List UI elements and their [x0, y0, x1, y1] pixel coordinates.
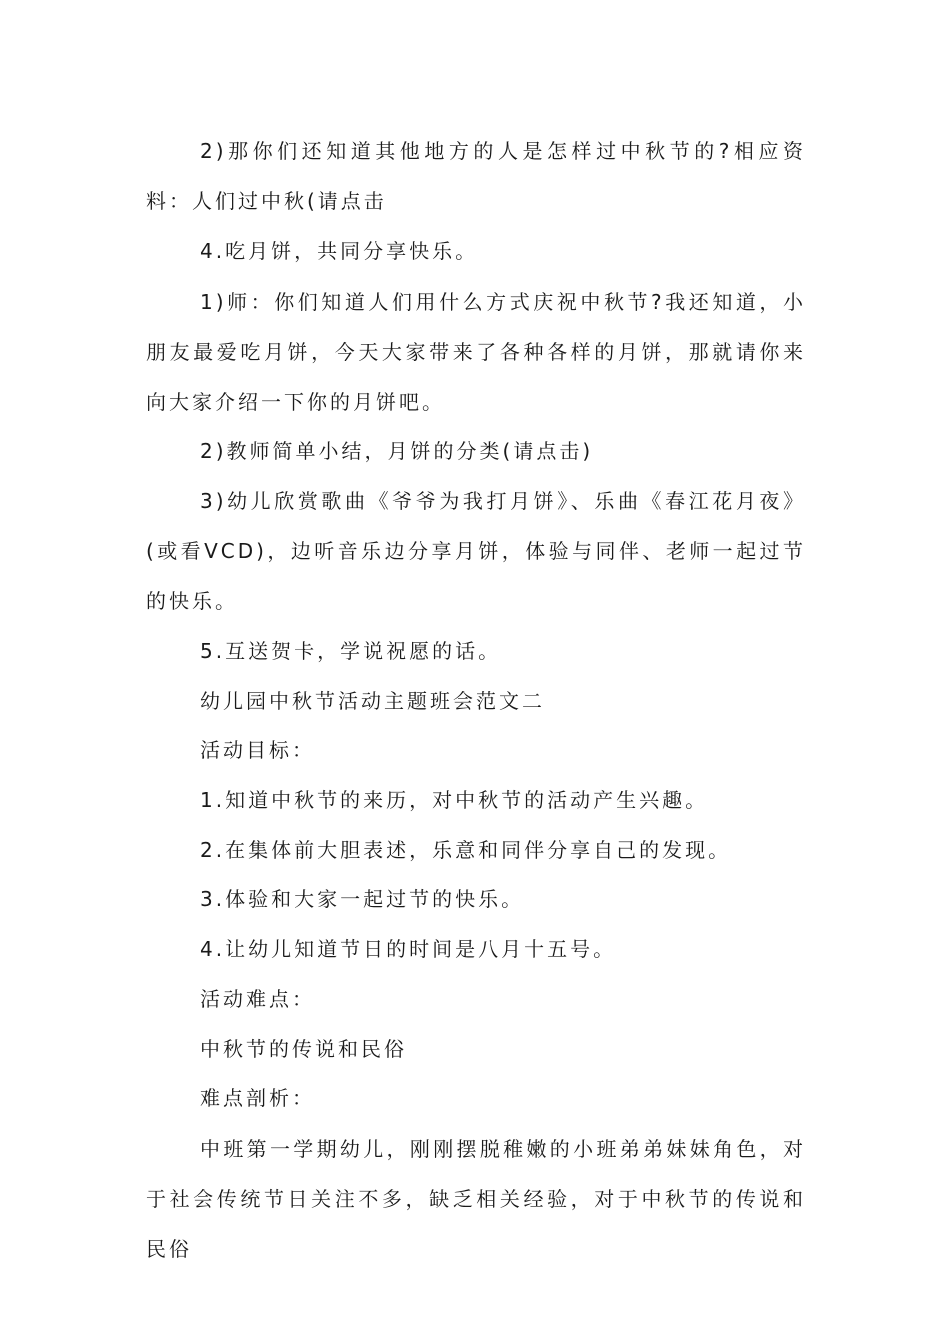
paragraph-teacher-summary: 2)教师简单小结，月饼的分类(请点击) — [200, 439, 594, 463]
paragraph-greeting-cards: 5.互送贺卡，学说祝愿的话。 — [200, 639, 502, 663]
goal-item-1: 1.知道中秋节的来历，对中秋节的活动产生兴趣。 — [200, 788, 709, 812]
paragraph-song-appreciation: 3)幼儿欣赏歌曲《爷爷为我打月饼》、乐曲《春江花月夜》(或看VCD)，边听音乐边分享月饼，体验与同伴、老师一起过节的快乐。 — [146, 489, 806, 613]
heading-activity-difficulty: 活动难点： — [200, 987, 315, 1011]
paragraph-other-regions: 2)那你们还知道其他地方的人是怎样过中秋节的?相应资料：人们过中秋(请点击 — [146, 139, 806, 213]
goal-item-2: 2.在集体前大胆表述，乐意和同伴分享自己的发现。 — [200, 838, 732, 862]
goal-item-4: 4.让幼儿知道节日的时间是八月十五号。 — [200, 937, 617, 961]
difficulty-content: 中秋节的传说和民俗 — [200, 1037, 407, 1061]
paragraph-teacher-question: 1)师：你们知道人们用什么方式庆祝中秋节?我还知道，小朋友最爱吃月饼，今天大家带来了各种各样的月饼，那就请你来向大家介绍一下你的月饼吧。 — [146, 290, 806, 414]
heading-activity-goals: 活动目标： — [200, 738, 315, 762]
paragraph-eat-mooncakes: 4.吃月饼，共同分享快乐。 — [200, 239, 479, 263]
heading-difficulty-analysis: 难点剖析： — [200, 1086, 315, 1110]
section-heading-sample-two: 幼儿园中秋节活动主题班会范文二 — [200, 689, 545, 713]
paragraph-difficulty-analysis: 中班第一学期幼儿，刚刚摆脱稚嫩的小班弟弟妹妹角色，对于社会传统节日关注不多，缺乏相关经验，对于中秋节的传说和民俗 — [146, 1137, 806, 1261]
goal-item-3: 3.体验和大家一起过节的快乐。 — [200, 887, 525, 911]
